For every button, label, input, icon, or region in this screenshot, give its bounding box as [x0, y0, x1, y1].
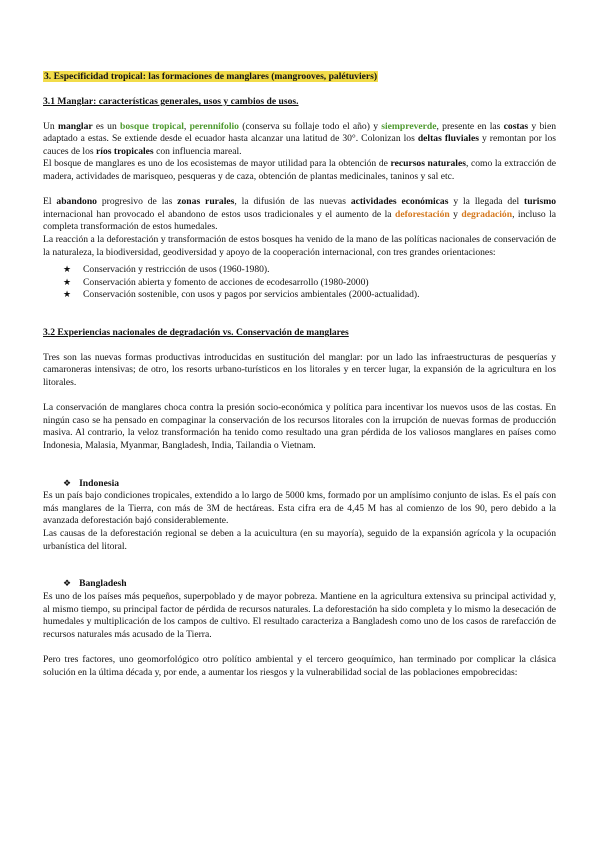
document-page: [43, 70, 556, 679]
section-3-2-heading: 3.2 Experiencias nacionales de degradación vs. Conservación de manglares: [43, 327, 349, 339]
star-icon: ★: [63, 265, 72, 276]
section-3-heading-wrap: [43, 70, 556, 84]
section-3-1-heading: 3.1 Manglar: características generales, usos y cambios de usos.: [43, 96, 299, 107]
star-icon: ★: [63, 277, 72, 288]
list-item: ★ Conservación y restricción de usos (1960-1980).: [63, 264, 270, 276]
indonesia-paragraph-2: Las causas de la deforestación regional se deben a la acuicultura (en su mayoría), seguido de la expansión agrícola y la ocupación urbanística del litoral.: [43, 528, 556, 552]
reaction-paragraph: La reacción a la deforestación y transformación de estos bosques ha venido de la mano de las políticas nacionales de conservación de la naturaleza, la biodiversidad, geodiversidad y apoyo de la cooperación internacional, con tres grandes orientaciones:: [43, 233, 556, 258]
star-icon: ★: [63, 290, 72, 301]
orientations-list: [43, 264, 556, 302]
indonesia-heading: ❖ Indonesia: [63, 477, 120, 489]
conservation-conflict-paragraph: La conservación de manglares choca contra la presión socio-económica y política para incentivar los nuevos usos de las costas. En ningún caso se ha pensado en compaginar la conservación de los recursos litorales con la irrupción de nuevas formas de producción masiva. Al contrario, la veloz transformación ha tenido como resultado una gran pérdida de los valiosos manglares en países como Indonesia, Malasia, Myanmar, Bangladesh, India, Tailandia o Vietnam.: [43, 402, 556, 451]
abandonment-paragraph: El abandono progresivo de las zonas rurales, la difusión de las nuevas actividades económicas y la llegada del turismo internacional han provocado el abandono de estos usos tradicionales y el aumento de la deforestación y degradación, incluso la completa transformación de estos humedales.: [43, 196, 556, 233]
mangrove-resources-paragraph: El bosque de manglares es uno de los ecosistemas de mayor utilidad para la obtención de recursos naturales, como la extracción de madera, actividades de marisqueo, pesqueras y de caza, obtención de plantas medicinales, taninos y sal etc.: [43, 158, 556, 182]
bangladesh-paragraph-1: Es uno de los países más pequeños, superpoblado y de mayor pobreza. Mantiene en la agricultura extensiva su principal actividad y, al mismo tiempo, su principal factor de pérdida de recursos naturales. La deforestación ha sido completa y lo mismo la desecación de humedales y multiplicación de los campos de cultivo. El resultado caracteriza a Bangladesh como uno de los casos de rarefacción de recursos naturales más acusado de la Tierra.: [43, 590, 556, 640]
diamond-bullet-icon: ❖: [63, 579, 72, 590]
diamond-bullet-icon: ❖: [63, 478, 72, 489]
bangladesh-heading: ❖ Bangladesh: [63, 578, 127, 590]
mangrove-definition-paragraph: Un manglar es un bosque tropical, perennifolio (conserva su follaje todo el año) y siempreverde, presente en las costas y bien adaptado a estas. Se extiende desde el ecuador hasta alcanzar una latitud de 30°. Colonizan los deltas fluviales y remontan por los cauces de los ríos tropicales con influencia mareal.: [43, 120, 557, 157]
list-item: ★ Conservación sostenible, con usos y pagos por servicios ambientales (2000-actualidad).: [63, 289, 420, 301]
bangladesh-paragraph-2: Pero tres factores, uno geomorfológico otro político ambiental y el tercero geoquímico, han terminado por complicar la clásica solución en la última década y, por ende, a aumentar los riesgos y la vulnerabilidad social de las poblaciones empobrecidas:: [43, 653, 556, 678]
productive-forms-paragraph: Tres son las nuevas formas productivas introducidas en sustitución del manglar: por un lado las infraestructuras de pesquerías y camaroneras intensivas; de otro, los resorts urbano-turísticos en los litorales y en tercer lugar, la expansión de la agricultura en los litorales.: [43, 351, 556, 388]
indonesia-paragraph-1: Es un país bajo condiciones tropicales, extendido a lo largo de 5000 kms, formado por un amplísimo conjunto de islas. Es el país con más manglares de la Tierra, con más de 3M de hectáreas. Esta cifra era de 4,45 M has al comienzo de los 90, pero debido a la avanzada deforestación bajó considerablemente.: [43, 490, 556, 527]
list-item: ★ Conservación abierta y fomento de acciones de ecodesarrollo (1980-2000): [63, 276, 369, 288]
section-3-heading: 3. Especificidad tropical: las formaciones de manglares (mangrooves, palétuviers): [44, 71, 378, 82]
